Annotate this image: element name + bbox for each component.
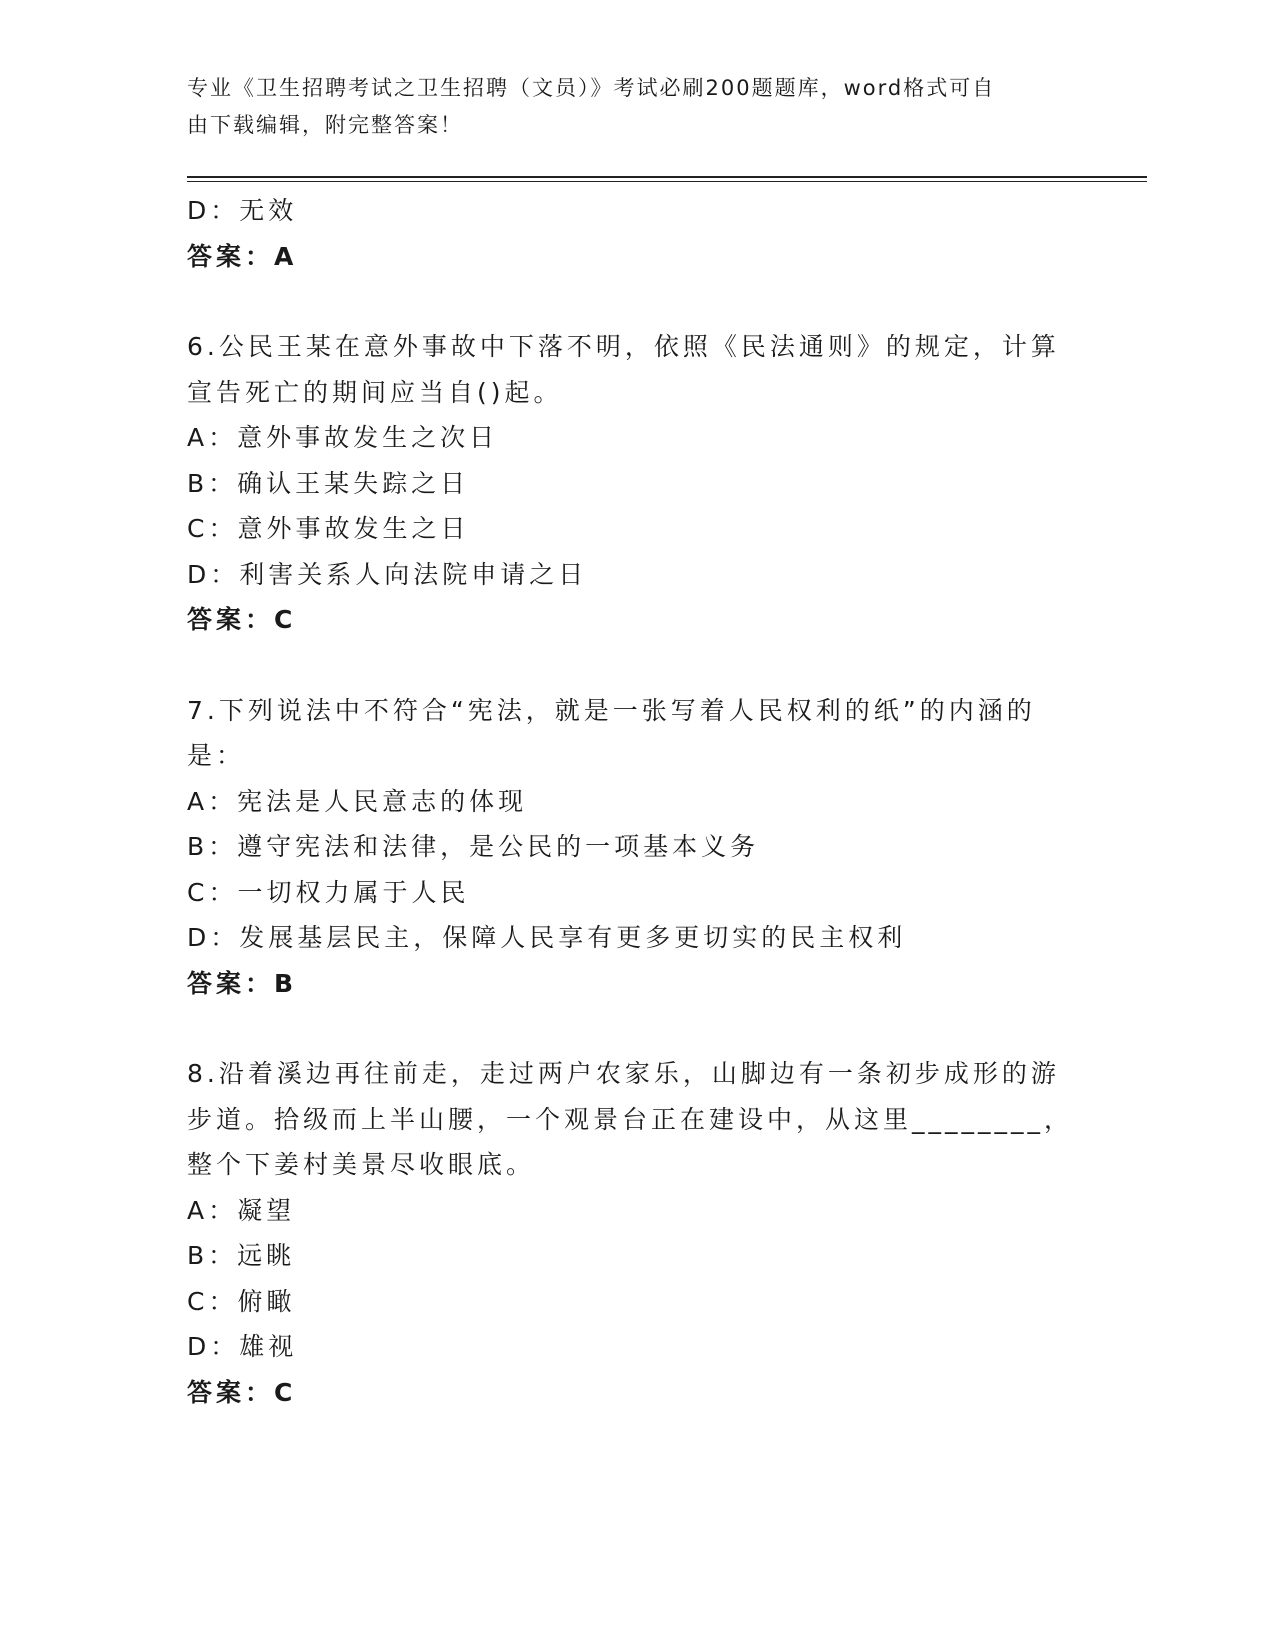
header-line-2: 由下载编辑，附完整答案！ bbox=[187, 113, 463, 137]
answer: 答案：C bbox=[187, 605, 297, 634]
question-text: 整个下姜村美景尽收眼底。 bbox=[187, 1150, 536, 1179]
answer: 答案：A bbox=[187, 241, 298, 271]
option-b: B：遵守宪法和法律，是公民的一项基本义务 bbox=[187, 832, 760, 861]
document-body bbox=[187, 188, 1074, 1415]
question-6 bbox=[187, 324, 1067, 643]
header-line-1: 专业《卫生招聘考试之卫生招聘（文员）》考试必刷200题题库，word格式可自 bbox=[187, 76, 996, 100]
option-a: A：意外事故发生之次日 bbox=[187, 423, 499, 452]
answer: 答案：B bbox=[187, 968, 298, 998]
question-text: 是： bbox=[187, 741, 246, 770]
option-d: D：雄视 bbox=[187, 1332, 298, 1361]
option-b: B：确认王某失踪之日 bbox=[187, 468, 470, 498]
question-text: 7.下列说法中不符合“宪法，就是一张写着人民权利的纸”的内涵的 bbox=[187, 695, 1036, 725]
option-d: D：利害关系人向法院申请之日 bbox=[187, 559, 588, 589]
option-c: C：一切权力属于人民 bbox=[187, 877, 470, 907]
option-d: D：发展基层民主，保障人民享有更多更切实的民主权利 bbox=[187, 923, 907, 952]
document-header bbox=[187, 70, 1067, 144]
spacer bbox=[187, 1006, 1067, 1051]
option-a: A：宪法是人民意志的体现 bbox=[187, 786, 528, 816]
option-c: C：俯瞰 bbox=[187, 1286, 296, 1316]
header-rule-thick bbox=[187, 176, 1147, 178]
option-b: B：远眺 bbox=[187, 1241, 296, 1270]
header-rule-thin bbox=[187, 181, 1147, 182]
question-7 bbox=[187, 688, 1067, 1007]
option-a: A：凝望 bbox=[187, 1195, 296, 1225]
option-c: C：意外事故发生之日 bbox=[187, 514, 470, 543]
question-text: 宣告死亡的期间应当自()起。 bbox=[187, 377, 563, 407]
question-text: 8.沿着溪边再往前走，走过两户农家乐，山脚边有一条初步成形的游 bbox=[187, 1059, 1060, 1088]
question-text: 6.公民王某在意外事故中下落不明，依照《民法通则》的规定，计算 bbox=[187, 332, 1060, 361]
spacer bbox=[187, 279, 1067, 324]
question-8 bbox=[187, 1051, 1074, 1415]
spacer bbox=[187, 643, 1067, 688]
answer: 答案：C bbox=[187, 1377, 297, 1407]
question-text: 步道。拾级而上半山腰，一个观景台正在建设中，从这里________， bbox=[187, 1104, 1074, 1134]
option-d: D：无效 bbox=[187, 196, 298, 225]
